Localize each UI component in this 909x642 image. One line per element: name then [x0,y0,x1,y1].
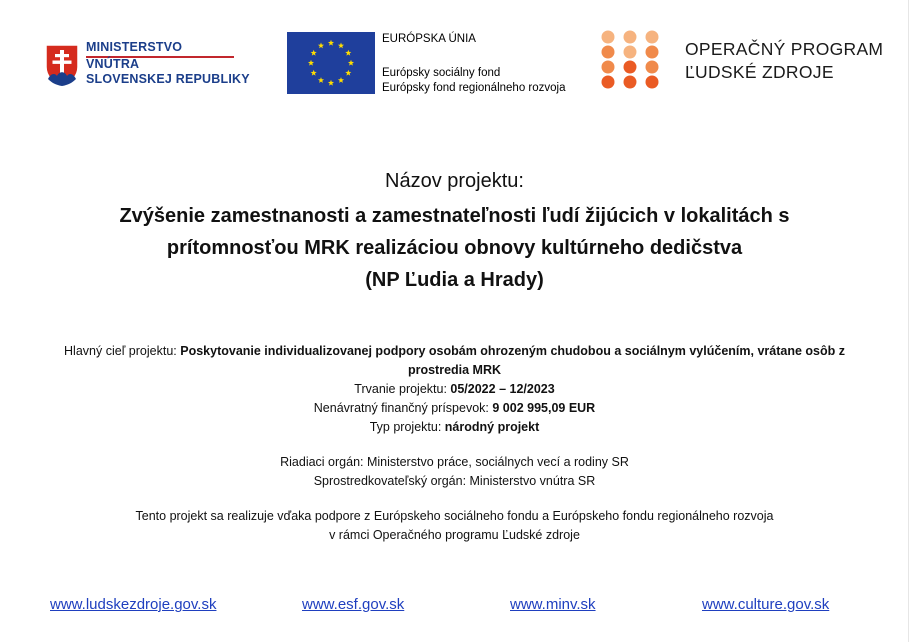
ministry-line-1: MINISTERSTVO [86,40,183,54]
project-title [30,200,879,296]
eu-title: EURÓPSKA ÚNIA [382,33,476,45]
eu-funds [382,66,565,96]
type-label: Typ projektu: [369,420,445,434]
support-line-1: Tento projekt sa realizuje vďaka podpore z Európskeho sociálneho fondu a Európskeho fondu regionálneho rozvoja [135,509,774,523]
ministry-name [86,40,250,87]
project-title-line-3: (NP Ľudia a Hrady) [365,269,544,291]
op-dot [602,61,615,74]
eu-fund-erdf: Európsky fond regionálneho rozvoja [382,82,566,94]
eu-fund-esf: Európsky sociálny fond [382,67,501,79]
ministry-line-3: SLOVENSKEJ REPUBLIKY [86,72,250,86]
op-dot [646,46,659,59]
link-minv[interactable]: www.minv.sk [510,596,596,613]
op-dot [646,61,659,74]
op-dots-icon [600,30,662,90]
support-line-2: v rámci Operačného programu Ľudské zdroje [329,528,580,542]
op-line-2: ĽUDSKÉ ZDROJE [685,62,834,82]
type-row [20,418,889,437]
managing-authority: Riadiaci orgán: Ministerstvo práce, sociálnych vecí a rodiny SR [280,455,629,469]
intermediate-body: Sprostredkovateľský orgán: Ministerstvo vnútra SR [313,474,596,488]
duration-value: 05/2022 – 12/2023 [450,382,555,396]
goal-value: Poskytovanie individualizovanej podpory osobám ohrozeným chudobou a sociálnym vylúčením, vrátane osôb z [180,344,845,358]
eu-flag-icon [287,32,375,94]
op-dot [602,31,615,44]
op-dot [602,46,615,59]
type-value: národný projekt [444,420,540,434]
link-ludskezdroje[interactable]: www.ludskezdroje.gov.sk [50,596,217,613]
op-dot [624,46,637,59]
project-details [20,342,889,545]
op-dot [646,76,659,89]
goal-row-cont [20,361,889,380]
grant-row [20,399,889,418]
goal-value-cont: prostredia MRK [407,363,502,377]
goal-row [20,342,889,361]
grant-value: 9 002 995,09 EUR [492,401,596,415]
project-name-label: Názov projektu: [385,170,524,192]
op-dot [624,61,637,74]
op-dot [602,76,615,89]
op-dot [624,76,637,89]
eu-logo [287,32,587,94]
goal-label: Hlavný cieľ projektu: [64,344,181,358]
grant-label: Nenávratný finančný príspevok: [313,401,493,415]
link-esf[interactable]: www.esf.gov.sk [302,596,405,613]
op-dot [646,31,659,44]
op-line-1: OPERAČNÝ PROGRAM [685,39,884,59]
op-dot [624,31,637,44]
project-title-line-2: prítomnosťou MRK realizáciou obnovy kultúrneho dedičstva [166,237,743,259]
op-logo [600,30,890,92]
footer-links [0,596,909,616]
op-name [685,38,883,84]
ministry-logo [44,40,274,96]
project-title-line-1: Zvýšenie zamestnanosti a zamestnateľnosti ľudí žijúcich v lokalitách s [119,205,790,227]
slovak-coat-of-arms-icon [44,43,80,87]
ministry-line-2: VNÚTRA [86,57,140,71]
link-culture[interactable]: www.culture.gov.sk [702,596,830,613]
duration-label: Trvanie projektu: [354,382,451,396]
duration-row [20,380,889,399]
